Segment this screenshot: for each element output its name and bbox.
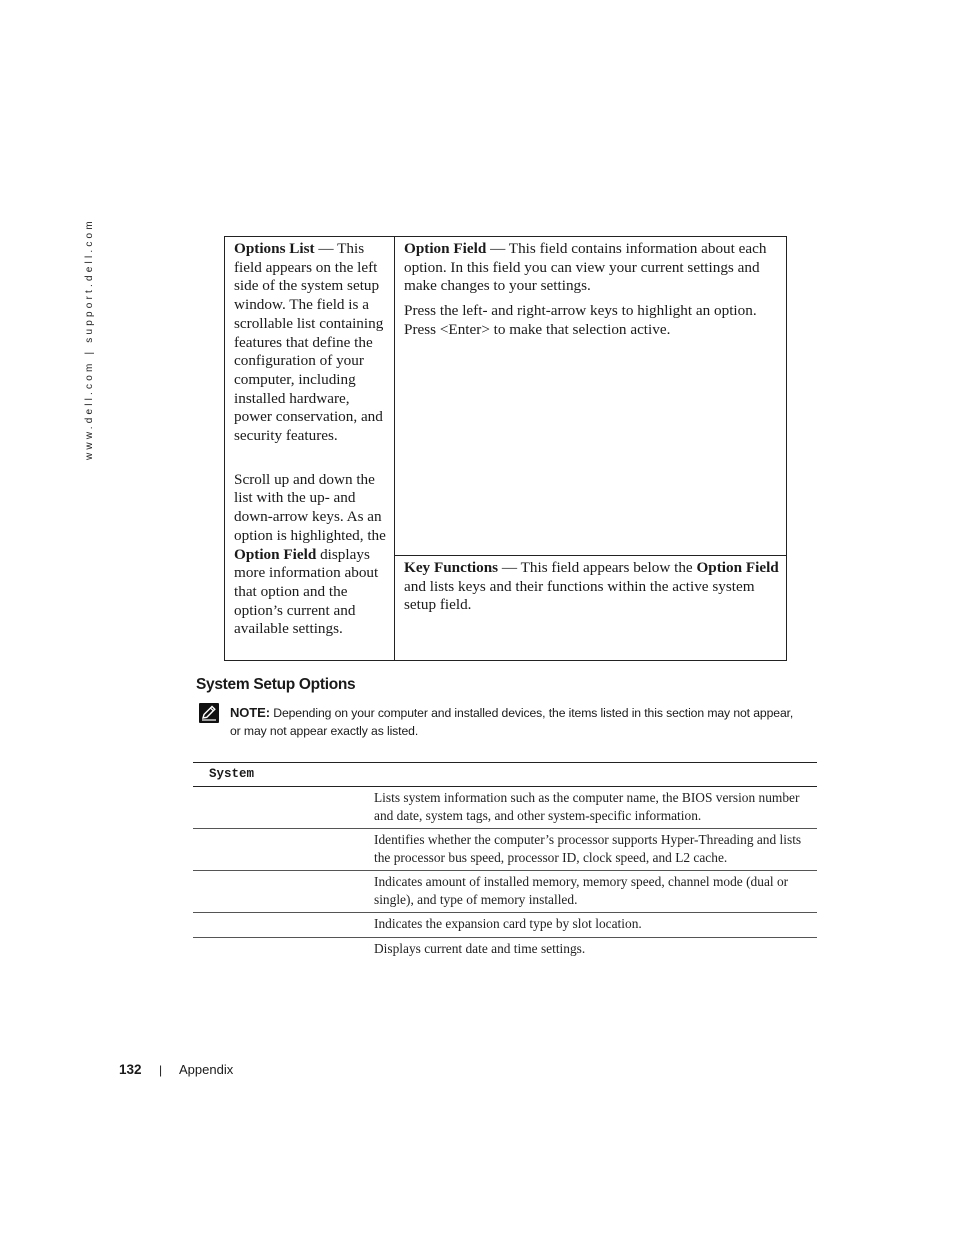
footer-section-name: Appendix <box>179 1062 234 1077</box>
note-text <box>230 704 800 740</box>
table-row <box>193 871 817 913</box>
option-field-term: Option Field <box>404 240 487 257</box>
option-name-cell <box>193 829 374 870</box>
option-desc-cell: Indicates the expansion card type by slot location. <box>374 916 642 931</box>
options-list-para2-pre: Scroll up and down the list with the up- and down-arrow keys. As an option is highlighted, the <box>234 470 386 544</box>
table-row <box>193 913 817 938</box>
option-desc-cell: Lists system information such as the computer name, the BIOS version number and date, system tags, and other system-specific information. <box>374 790 800 823</box>
note-pencil-icon <box>199 703 219 723</box>
table-header: System <box>193 763 817 787</box>
option-field-cell <box>395 237 786 556</box>
option-desc-cell: Identifies whether the computer’s processor supports Hyper-Threading and lists the processor bus speed, processor ID, clock speed, and L2 cache. <box>374 832 802 865</box>
option-name-cell <box>193 913 374 937</box>
key-functions-desc-post: and lists keys and their functions within the active system setup field. <box>404 577 755 614</box>
option-name-cell <box>193 787 374 828</box>
option-field-desc: — This field contains information about each option. In this field you can view your current settings and make changes to your settings. <box>404 240 767 295</box>
key-functions-desc-term: Option Field <box>696 559 779 576</box>
sidebar-url: www.dell.com | support.dell.com <box>84 218 95 460</box>
key-functions-cell <box>395 556 786 660</box>
options-list-term: Options List <box>234 240 315 257</box>
option-desc-cell: Indicates amount of installed memory, memory speed, channel mode (dual or single), and type of memory installed. <box>374 874 789 907</box>
option-name-cell <box>193 871 374 912</box>
options-list-desc: — This field appears on the left side of the system setup window. The field is a scrollable list containing features that define the configuration of your computer, including installed hardware, power conservation, and security features. <box>234 240 384 445</box>
table-row <box>193 787 817 829</box>
table-row <box>193 938 817 962</box>
options-list-cell <box>225 237 395 660</box>
footer-separator: | <box>159 1063 163 1077</box>
page-number: 132 <box>119 1062 142 1077</box>
system-options-table <box>193 762 817 961</box>
system-setup-screen-figure <box>224 236 787 661</box>
note-body: Depending on your computer and installed devices, the items listed in this section may not appear, or may not appear exactly as listed. <box>230 706 794 738</box>
option-name-cell <box>193 938 374 962</box>
note-label: NOTE: <box>230 705 270 720</box>
option-field-para2: Press the left- and right-arrow keys to highlight an option. Press <Enter> to make that selection active. <box>404 302 757 338</box>
key-functions-desc-pre: — This field appears below the <box>498 559 697 576</box>
options-list-para2-term: Option Field <box>234 545 317 563</box>
section-title: System Setup Options <box>196 676 356 693</box>
table-row <box>193 829 817 871</box>
key-functions-term: Key Functions <box>404 559 499 576</box>
options-list-para2-post: displays more information about that option and the option’s current and available settings. <box>234 545 379 638</box>
option-desc-cell: Displays current date and time settings. <box>374 940 586 956</box>
